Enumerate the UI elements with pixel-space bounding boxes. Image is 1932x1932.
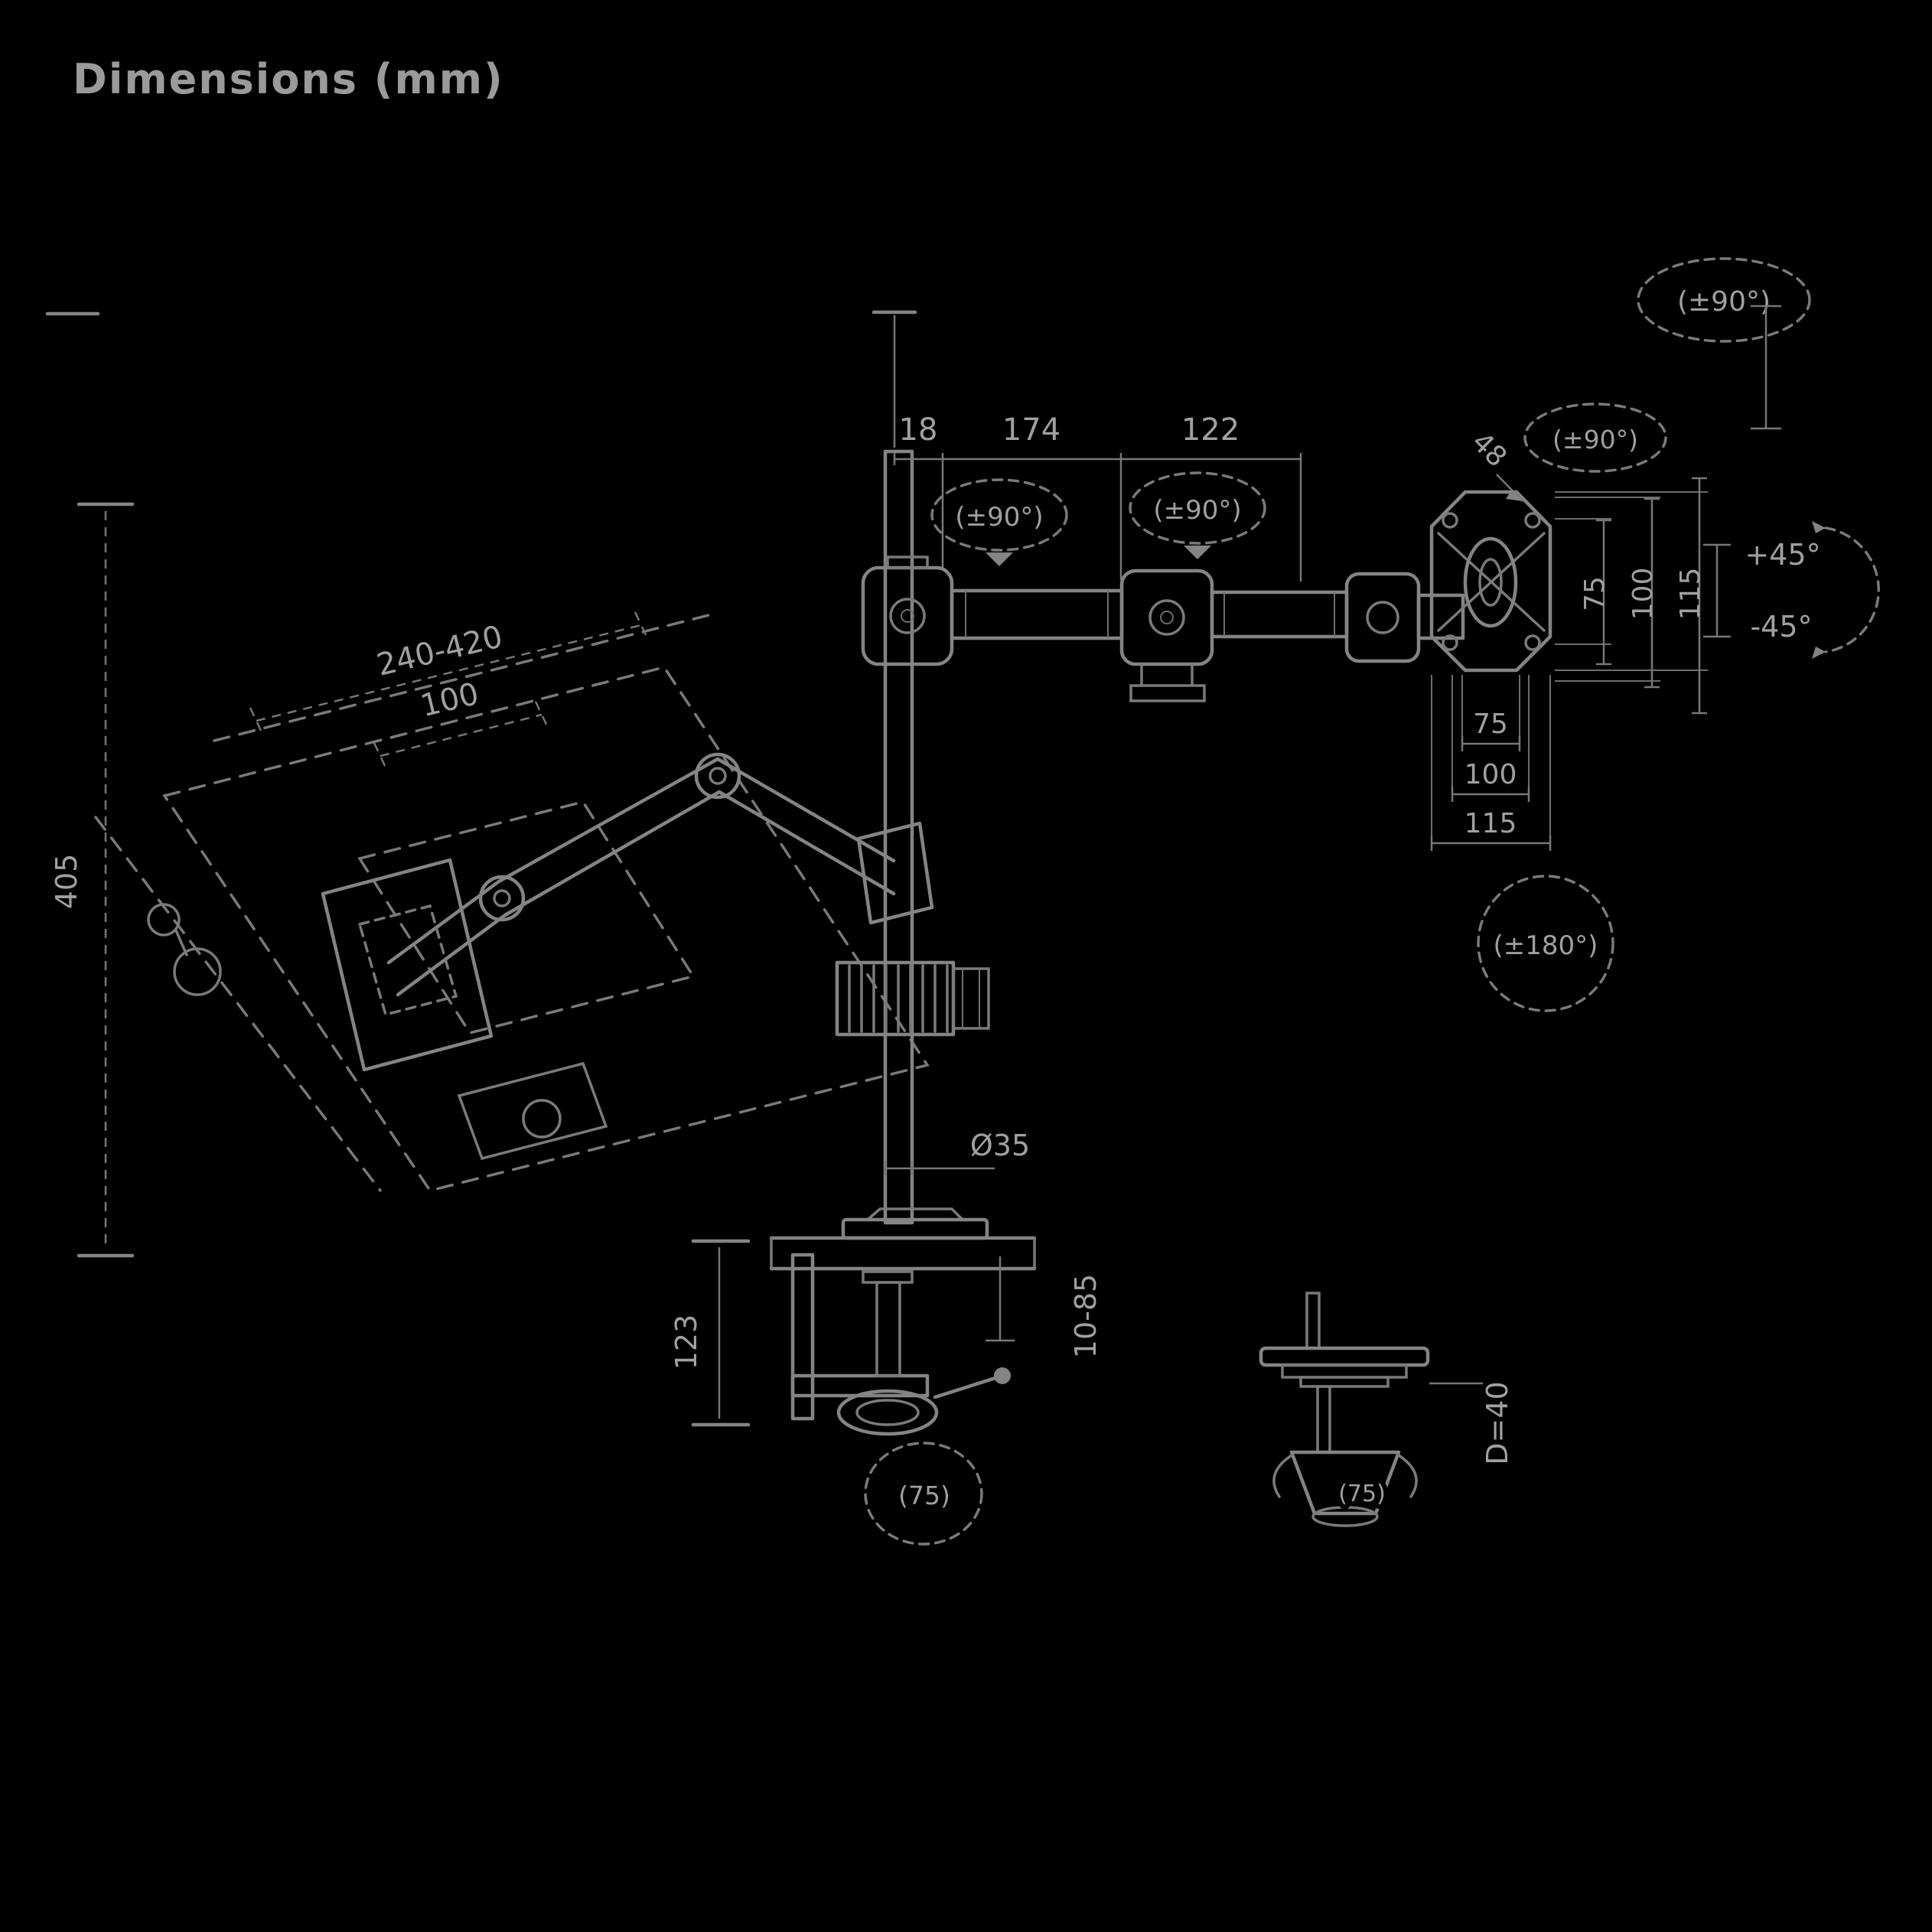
datum-ticks [47,314,132,1256]
vesa-height-75-label: 75 [1579,576,1611,611]
vesa-width-label: 100 [417,676,483,725]
clamp-handle [935,1377,998,1397]
tilt-up-label: +45° [1745,538,1821,572]
dim-174-label: 174 [1002,412,1061,448]
arm-bar-2-seams [1224,592,1334,637]
vesa-height-100-label: 100 [1627,567,1659,621]
arm-wrist [1347,574,1419,661]
elbow-screw-posts [1142,664,1192,686]
pole-diameter-dim-line [885,1161,995,1176]
pole-diameter-label: Ø35 [969,1129,1031,1162]
arm-bar-1-seams [966,591,1108,638]
left-datum-dimension [47,314,132,1256]
joint2-swivel-label: (±90°) [1153,495,1242,526]
iso-pole-link [858,823,932,923]
dim-122-label: 122 [1181,412,1240,448]
grommet-pole-stub [1307,1293,1319,1348]
diagonal-dim-line [96,817,380,1191]
vesa-width-100-label: 100 [1464,759,1517,790]
dim-48-label: 48 [1465,426,1513,474]
tilt-pivot-marks [1703,545,1731,637]
head-swivel-label: (±90°) [1552,425,1638,454]
joint2-pointer [1184,546,1211,559]
height-range-label: 240-420 [373,619,507,683]
base-plate [843,1220,987,1238]
head-rotation-extension [1751,306,1781,428]
page-title: Dimensions (mm) [73,55,504,103]
clamp-screw-shaft [877,1282,900,1376]
grommet-hole-label: D=40 [1481,1381,1514,1465]
collar-tab-seams [963,969,979,1028]
joint1-swivel-label: (±90°) [955,502,1044,533]
iso-joint-2-pin [494,891,510,906]
arm-elbow [1122,571,1212,664]
clamp-handle-ball [994,1367,1011,1384]
arm-elbow-pin [1150,601,1184,634]
clamp-pad [863,1272,912,1282]
arm-wrist-pin [1367,602,1398,633]
arm-length-label: 405 [50,853,83,910]
iso-vesa-bracket [323,860,491,1070]
vesa-hole-br [1526,636,1539,650]
arm-joint-1 [863,568,952,664]
grommet-mount-view [1261,1293,1514,1526]
head-rotation-label: (±90°) [1676,286,1771,318]
joint1-pointer [986,552,1013,566]
desk-clamp-view [670,1209,1103,1544]
front-view-arm [863,412,1463,701]
vesa-hole-tr [1526,513,1539,527]
head-neck [1419,595,1463,638]
iso-hook-hole [523,1100,560,1137]
arm-bar-2 [1212,592,1347,637]
tilt-arc [1826,528,1878,652]
clamp-knob-inner [857,1400,918,1425]
arm-joint-1-pin [891,599,924,633]
iso-lower-hook [459,1064,606,1158]
folded-arm-bars [389,759,894,995]
grommet-bolt [1318,1386,1330,1452]
collar-tab [953,969,989,1028]
vesa-hole-tl [1443,513,1457,527]
collar-hatching [849,966,947,1031]
monitor-ghost-outline [165,667,927,1191]
grommet-top-disc [1261,1348,1428,1365]
clamp-height-label: 123 [670,1314,703,1370]
desk-thickness-label: 10-85 [1069,1273,1103,1359]
arm-bar-1 [952,591,1122,638]
iso-joint-1-pin [710,768,725,784]
grommet-mid-slab [1282,1365,1406,1377]
plate-rotation-label: (±180°) [1493,930,1598,961]
vesa-plate [1432,259,1878,1011]
pole [837,312,1030,1223]
elbow-screw-plate [1131,686,1204,701]
vesa-cross-braces [1438,533,1544,630]
arm-elbow-screw [1161,611,1173,624]
iso-joint-2 [481,877,523,920]
vesa-width-75-label: 75 [1473,709,1508,740]
grommet-nut-bottom [1313,1507,1377,1526]
grommet-base-label: (75) [1338,1481,1386,1507]
vesa-height-115-label: 115 [1675,567,1706,621]
tilt-down-label: -45° [1750,610,1813,643]
clamp-base-label: (75) [898,1481,950,1510]
vesa-width-115-label: 115 [1464,808,1517,839]
iso-thumbscrew-shaft [176,930,187,955]
iso-view [96,612,932,1191]
grommet-lip [1301,1377,1388,1386]
clamp-knob [839,1391,937,1434]
dim-18-label: 18 [898,412,938,448]
